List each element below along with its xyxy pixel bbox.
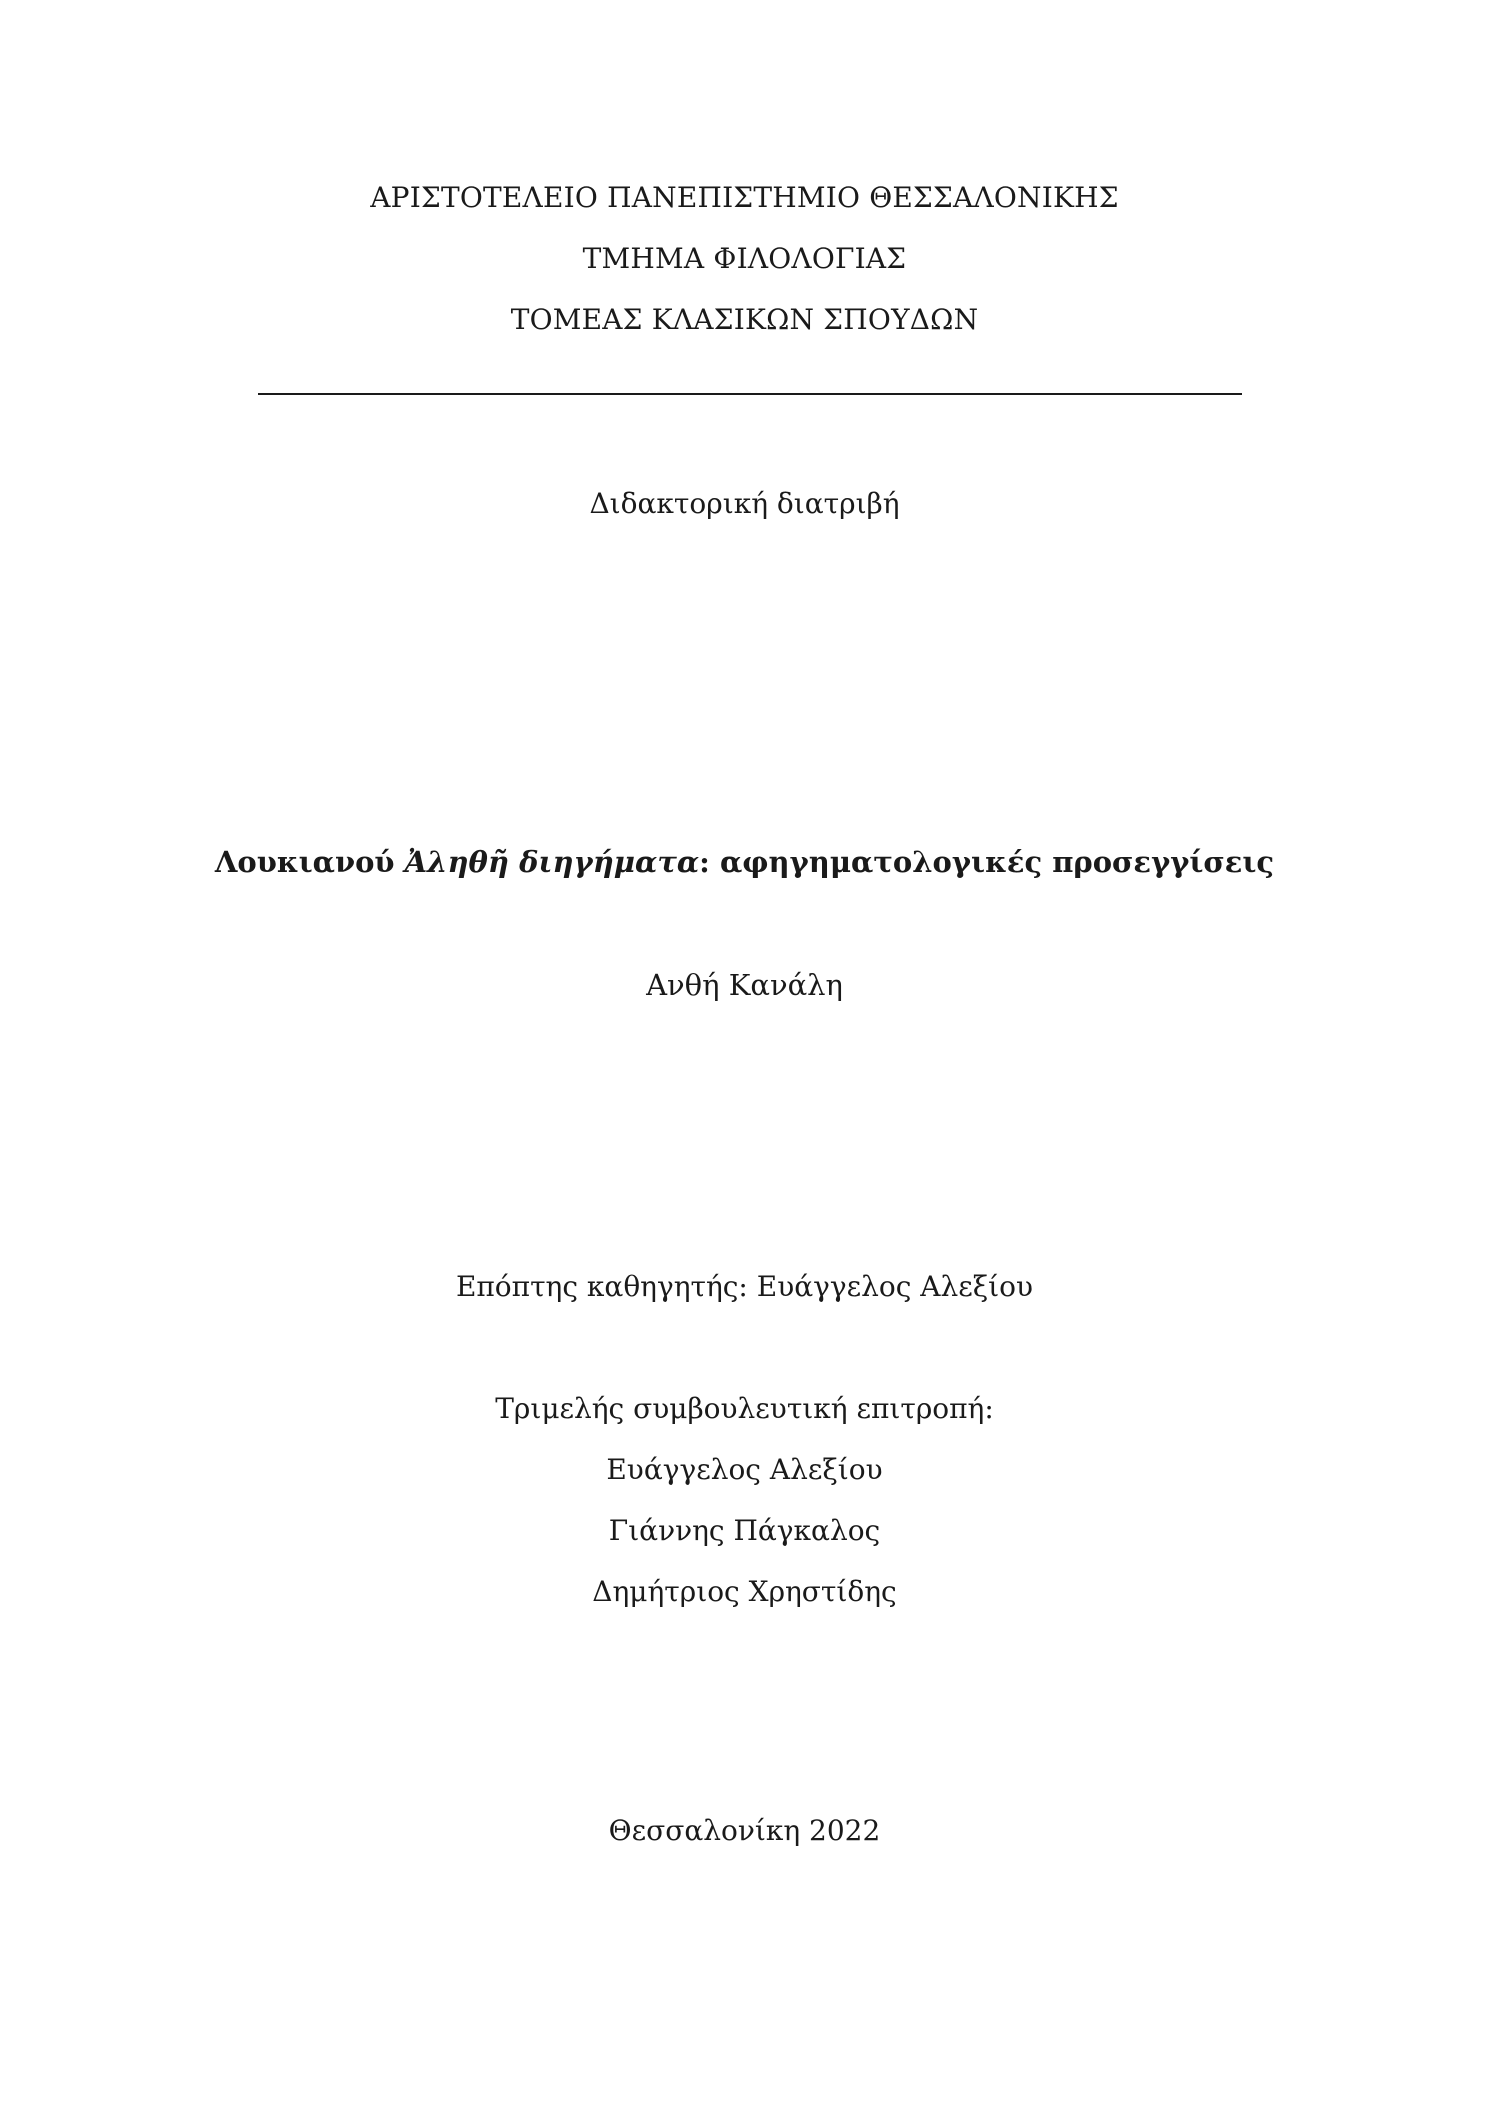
section-name: ΤΟΜΕΑΣ ΚΛΑΣΙΚΩΝ ΣΠΟΥΔΩΝ: [510, 303, 979, 336]
university-name: ΑΡΙΣΤΟΤΕΛΕΙΟ ΠΑΝΕΠΙΣΤΗΜΙΟ ΘΕΣΣΑΛΟΝΙΚΗΣ: [370, 181, 1119, 214]
supervisor: Επόπτης καθηγητής: Ευάγγελος Αλεξίου: [455, 1270, 1034, 1303]
thesis-title: [0, 845, 1489, 880]
committee-heading: Τριμελής συμβουλευτική επιτροπή:: [495, 1392, 994, 1425]
document-type: Διδακτορική διατριβή: [589, 487, 900, 520]
thesis-title-subtitle: : αφηγηματολογικές προσεγγίσεις: [699, 845, 1275, 879]
author-name: Ανθή Κανάλη: [646, 968, 843, 1002]
thesis-title-work: Ἀληθῆ διηγήματα: [404, 845, 700, 879]
committee-member: Γιάννης Πάγκαλος: [608, 1514, 881, 1547]
header-divider: [258, 393, 1242, 395]
department-name: ΤΜΗΜΑ ΦΙΛΟΛΟΓΙΑΣ: [582, 242, 907, 275]
committee-member: Δημήτριος Χρηστίδης: [592, 1575, 897, 1608]
thesis-title-prefix: Λουκιανού: [214, 845, 405, 879]
committee-member: Ευάγγελος Αλεξίου: [606, 1453, 883, 1486]
place-and-year: Θεσσαλονίκη 2022: [608, 1814, 881, 1847]
